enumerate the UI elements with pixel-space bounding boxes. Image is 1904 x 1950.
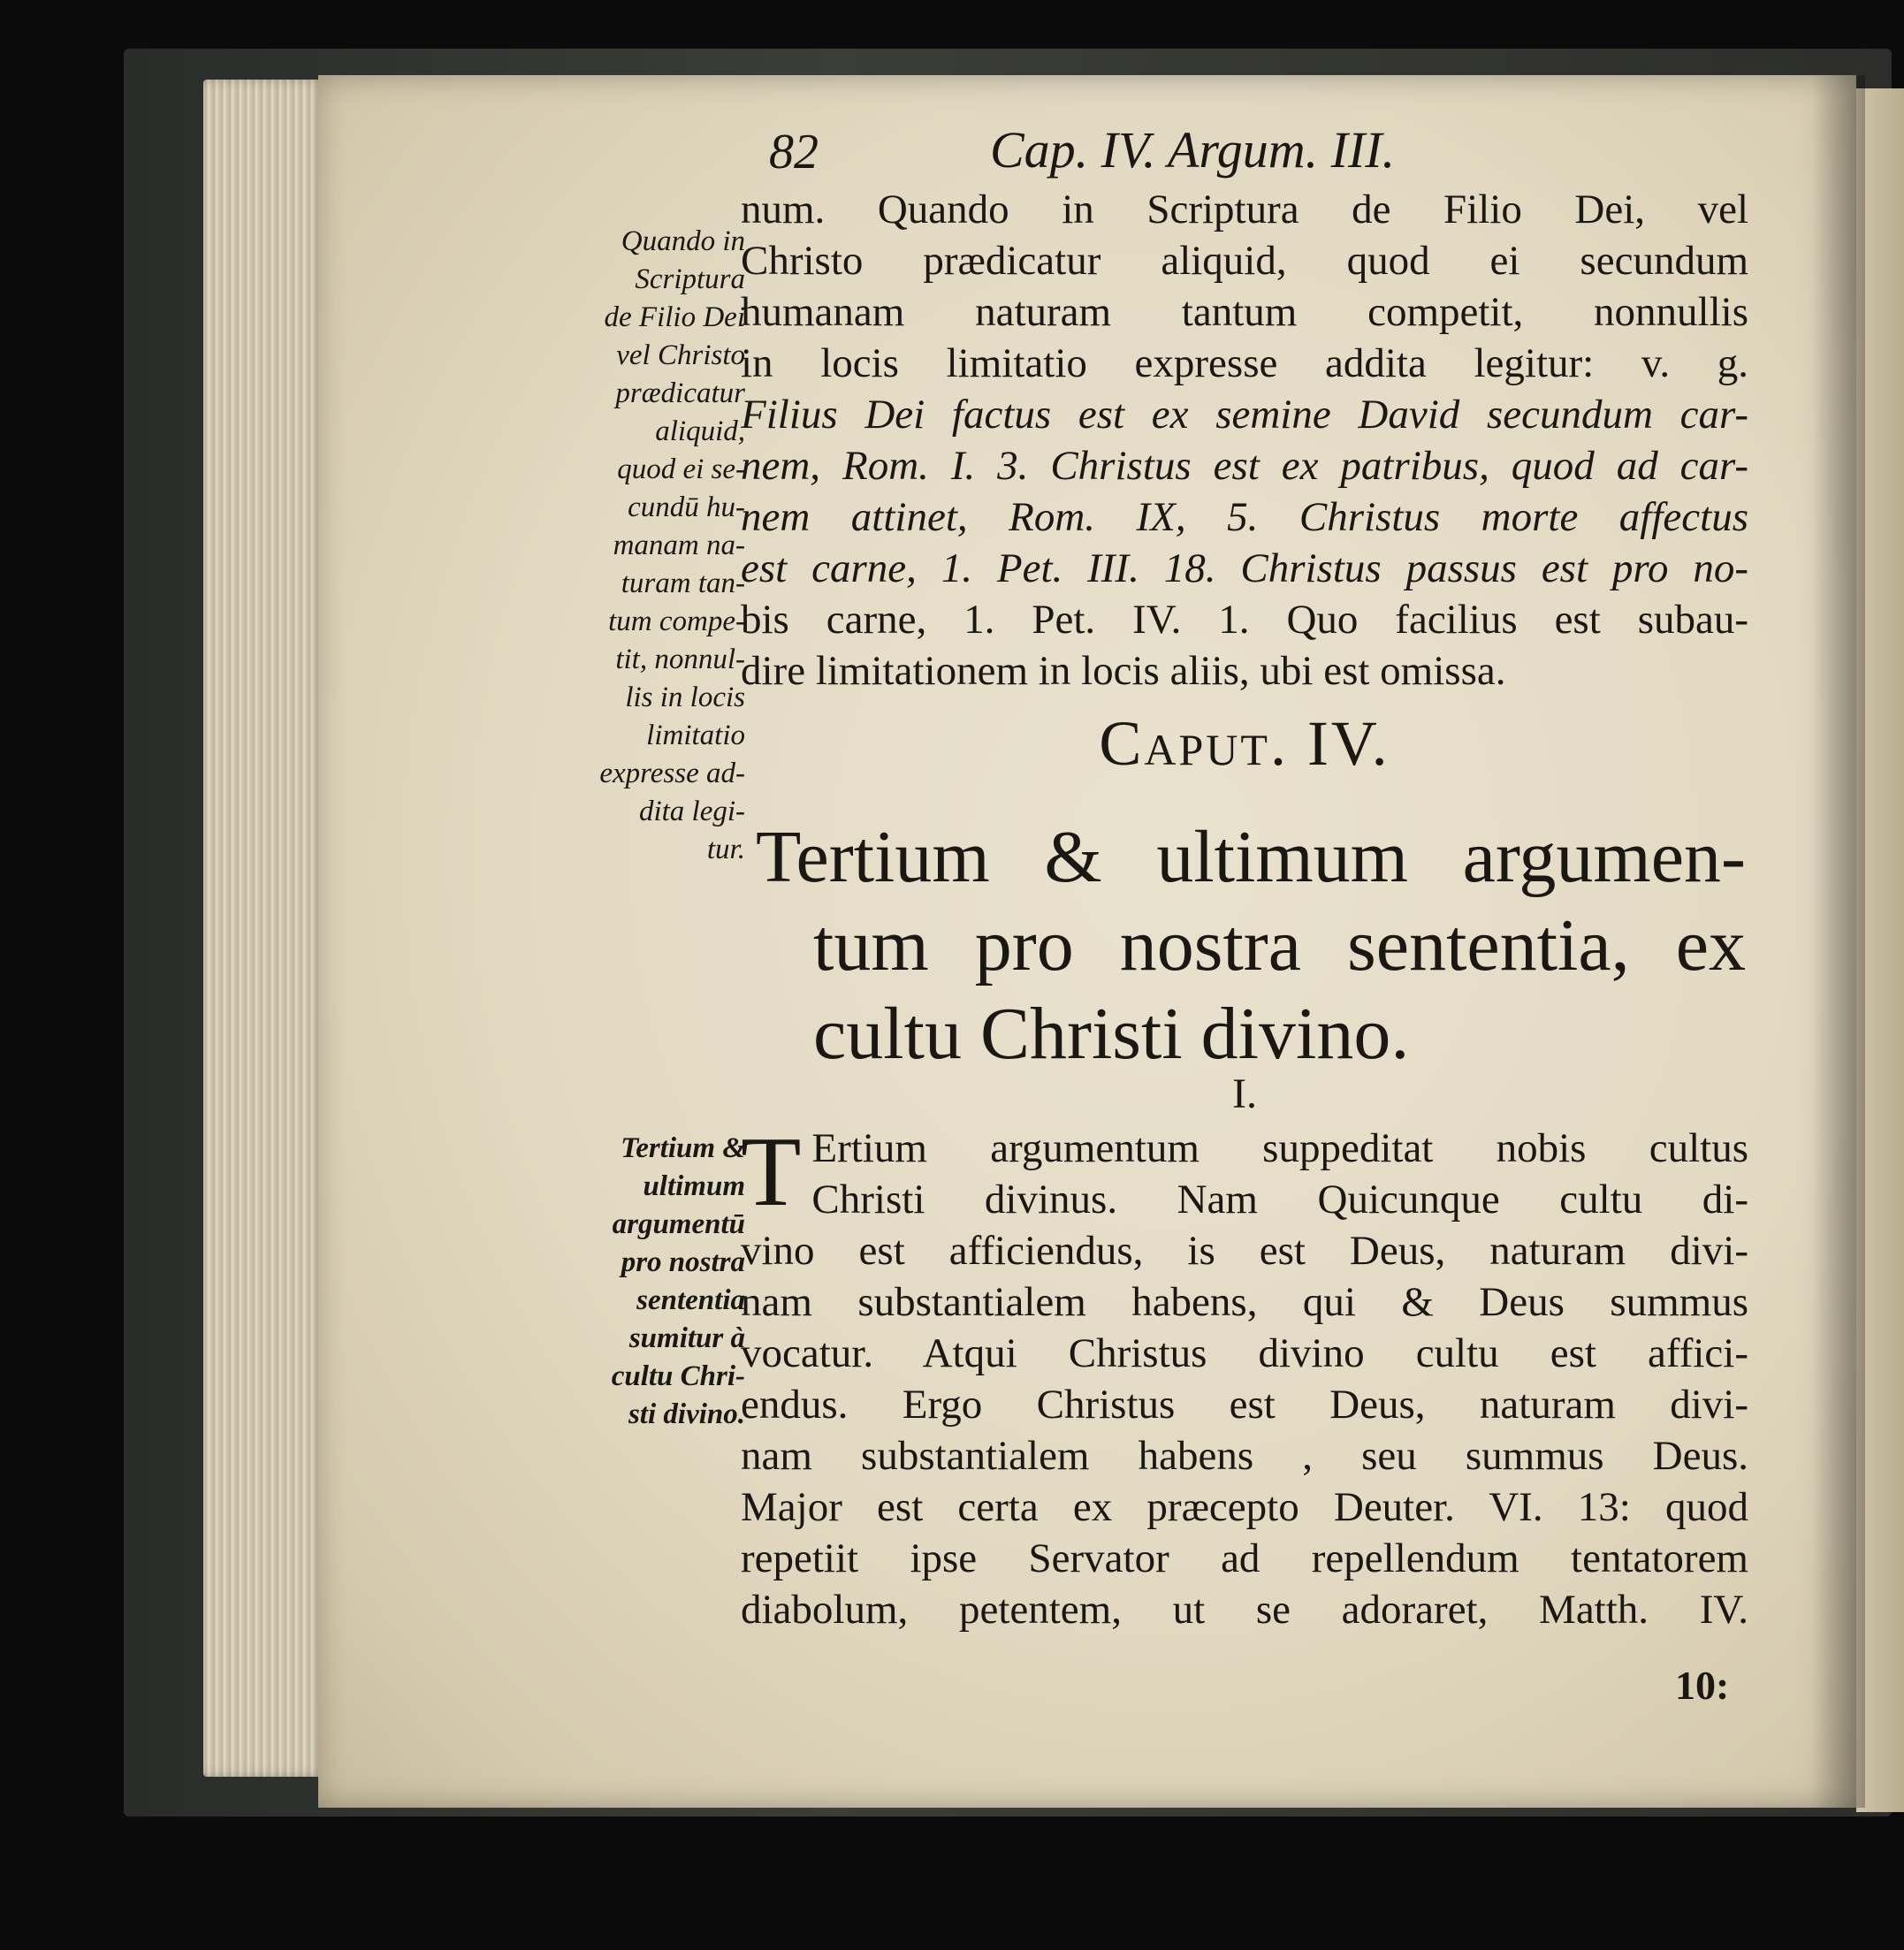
text-line: Ertium argumentum suppeditat nobis cultus	[811, 1125, 1748, 1171]
text-line: est carne, 1. Pet. III. 18. Christus passus est pro no-	[741, 545, 1748, 591]
marginal-note-1	[555, 223, 745, 869]
text-line: vino est afficiendus, is est Deus, naturam divi-	[741, 1228, 1748, 1274]
gutter-shadow	[1812, 75, 1865, 1808]
catchword: 10:	[1675, 1663, 1730, 1708]
note-line: aliquid,	[655, 415, 745, 447]
chapter-title-line: Tertium & ultimum argumen-	[756, 816, 1746, 898]
text-line: bis carne, 1. Pet. IV. 1. Quo facilius est subau-	[741, 597, 1748, 643]
text-line: endus. Ergo Christus est Deus, naturam divi-	[741, 1382, 1748, 1428]
paragraph-1	[741, 184, 1748, 697]
note-line: dita legi-	[638, 796, 745, 827]
drop-cap: T	[741, 1117, 802, 1227]
text-line: Christi divinus. Nam Quicunque cultu di-	[811, 1177, 1748, 1223]
text-line: nam substantialem habens, qui & Deus summus	[741, 1279, 1748, 1325]
running-title: Cap. IV. Argum. III.	[990, 121, 1396, 179]
text-line: Major est certa ex præcepto Deuter. VI. 13: quod	[741, 1484, 1748, 1530]
note-line: tur.	[706, 834, 745, 865]
text-line: Filius Dei factus est ex semine David secundum car-	[741, 392, 1748, 438]
note-line: pro nostra	[621, 1246, 745, 1278]
page-edges	[203, 80, 327, 1777]
text-line: repetiit ipse Servator ad repellendum tentatorem	[741, 1535, 1748, 1581]
text-line: nem attinet, Rom. IX, 5. Christus morte affectus	[741, 494, 1748, 540]
note-line: Quando in	[621, 225, 745, 257]
note-line: manam na-	[613, 529, 745, 561]
section-number: I.	[1232, 1070, 1257, 1117]
note-line: turam tan-	[621, 567, 745, 599]
marginal-note-2	[555, 1130, 745, 1434]
note-line: argumentū	[612, 1208, 745, 1240]
paragraph-2	[741, 1117, 1748, 1635]
note-line: cultu Chri-	[611, 1360, 745, 1392]
note-line: vel Christo	[616, 339, 745, 371]
note-line: tit, nonnul-	[615, 644, 745, 675]
note-line: Tertium &	[621, 1132, 745, 1164]
note-line: tum compe-	[608, 606, 745, 637]
note-line: sententia	[636, 1284, 745, 1316]
text-line: num. Quando in Scriptura de Filio Dei, vel	[741, 187, 1748, 232]
chapter-heading: Caput. IV.	[1099, 708, 1390, 779]
chapter-title-line: cultu Christi divino.	[813, 993, 1410, 1075]
note-line: de Filio Dei	[604, 301, 745, 333]
text-line: vocatur. Atqui Christus divino cultu est affici-	[741, 1330, 1748, 1376]
text-line: humanam naturam tantum competit, nonnullis	[741, 289, 1748, 335]
note-line: quod ei se-	[617, 453, 745, 485]
text-line: Christo prædicatur aliquid, quod ei secundum	[741, 238, 1748, 284]
note-line: sti divino.	[628, 1398, 745, 1430]
text-line: nam substantialem habens , seu summus Deus.	[741, 1433, 1748, 1479]
text-line: nem, Rom. I. 3. Christus est ex patribus, quod ad car-	[741, 443, 1748, 489]
chapter-title-line: tum pro nostra sententia, ex	[813, 904, 1746, 986]
note-line: prædicatur	[615, 377, 745, 409]
text-line: diabolum, petentem, ut se adoraret, Matth. IV.	[741, 1587, 1748, 1633]
note-line: sumitur à	[628, 1322, 745, 1354]
note-line: expresse ad-	[599, 758, 745, 789]
text-line: in locis limitatio expresse addita legitur: v. g.	[741, 340, 1748, 386]
note-line: cundū hu-	[628, 491, 745, 523]
note-line: ultimum	[643, 1170, 745, 1202]
page-number: 82	[769, 125, 819, 179]
note-line: Scriptura	[635, 263, 745, 295]
text-line: dire limitationem in locis aliis, ubi est omissa.	[741, 648, 1506, 694]
note-line: lis in locis	[625, 682, 745, 713]
chapter-title	[756, 813, 1746, 1078]
note-line: limitatio	[646, 720, 745, 751]
